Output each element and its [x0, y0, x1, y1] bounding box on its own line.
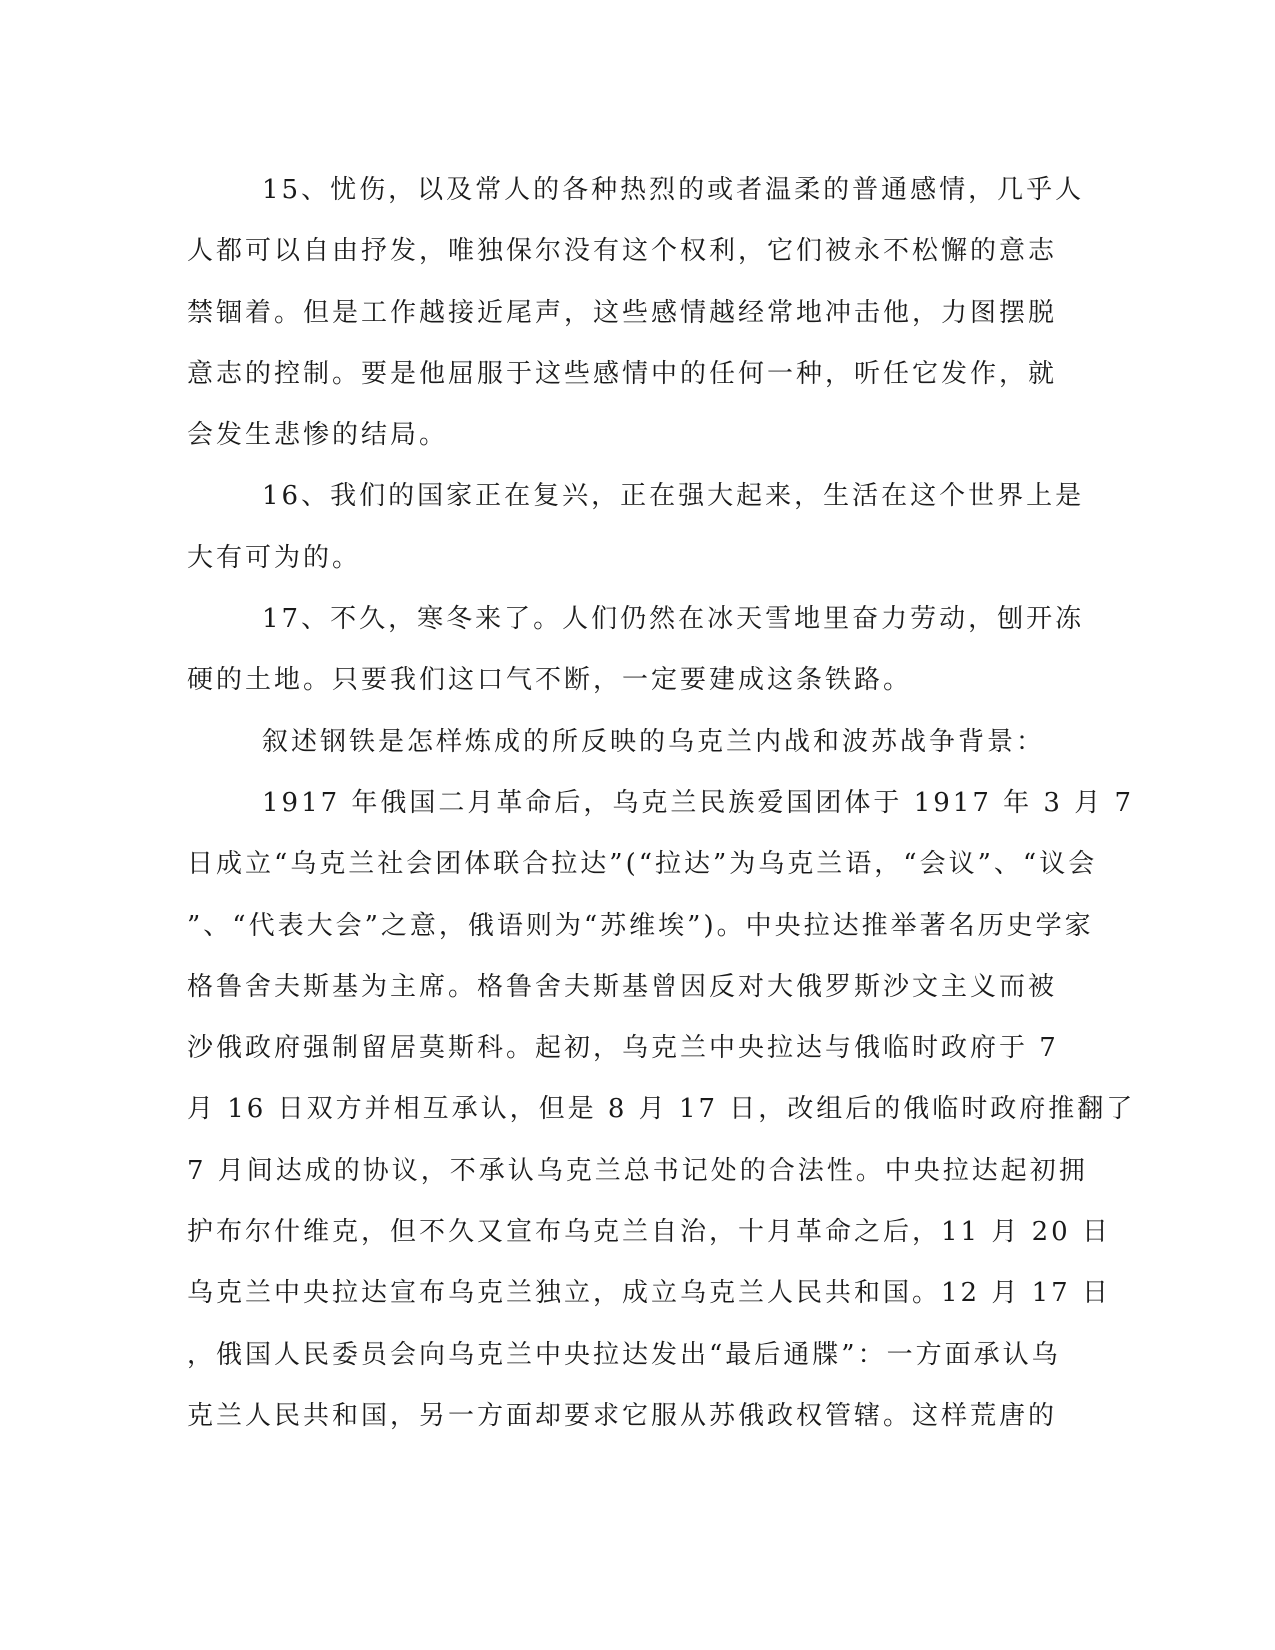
paragraph-16-line: 大有可为的。 [187, 542, 362, 573]
history-paragraph-line: ，俄国人民委员会向乌克兰中央拉达发出“最后通牒”：一方面承认乌 [187, 1339, 1061, 1370]
history-paragraph-line: 沙俄政府强制留居莫斯科。起初，乌克兰中央拉达与俄临时政府于 7 [187, 1033, 1059, 1064]
paragraph-17-line: 硬的土地。只要我们这口气不断，一定要建成这条铁路。 [187, 665, 913, 696]
paragraph-17-line: 17、不久，寒冬来了。人们仍然在冰天雪地里奋力劳动，刨开冻 [262, 604, 1085, 635]
paragraph-15-line: 会发生悲惨的结局。 [187, 420, 449, 451]
paragraph-15-line: 人都可以自由抒发，唯独保尔没有这个权利，它们被永不松懈的意志 [187, 236, 1058, 267]
history-paragraph-line: 7 月间达成的协议，不承认乌克兰总书记处的合法性。中央拉达起初拥 [187, 1155, 1088, 1186]
history-paragraph-line: 乌克兰中央拉达宣布乌克兰独立，成立乌克兰人民共和国。12 月 17 日 [187, 1278, 1111, 1309]
paragraph-15-line: 15、忧伤，以及常人的各种热烈的或者温柔的普通感情，几乎人 [262, 175, 1085, 205]
history-paragraph-line: 克兰人民共和国，另一方面却要求它服从苏俄政权管辖。这样荒唐的 [187, 1400, 1058, 1431]
history-paragraph-line: 护布尔什维克，但不久又宣布乌克兰自治，十月革命之后，11 月 20 日 [187, 1217, 1111, 1248]
history-paragraph-line: 格鲁舍夫斯基为主席。格鲁舍夫斯基曾因反对大俄罗斯沙文主义而被 [187, 971, 1058, 1002]
history-paragraph-line: 月 16 日双方并相互承认，但是 8 月 17 日，改组后的俄临时政府推翻了 [187, 1094, 1136, 1125]
section-heading-line: 叙述钢铁是怎样炼成的所反映的乌克兰内战和波苏战争背景： [262, 726, 1046, 757]
paragraph-16-line: 16、我们的国家正在复兴，正在强大起来，生活在这个世界上是 [262, 481, 1085, 512]
document-body [187, 160, 1136, 1447]
history-paragraph-line: 日成立“乌克兰社会团体联合拉达”(“拉达”为乌克兰语，“会议”、“议会 [187, 849, 1098, 880]
history-paragraph-line: 1917 年俄国二月革命后，乌克兰民族爱国团体于 1917 年 3 月 7 [262, 787, 1135, 818]
paragraph-15-line: 禁锢着。但是工作越接近尾声，这些感情越经常地冲击他，力图摆脱 [187, 297, 1058, 328]
history-paragraph-line: ”、“代表大会”之意，俄语则为“苏维埃”)。中央拉达推举著名历史学家 [187, 910, 1094, 941]
paragraph-15-line: 意志的控制。要是他屈服于这些感情中的任何一种，听任它发作，就 [187, 358, 1058, 389]
